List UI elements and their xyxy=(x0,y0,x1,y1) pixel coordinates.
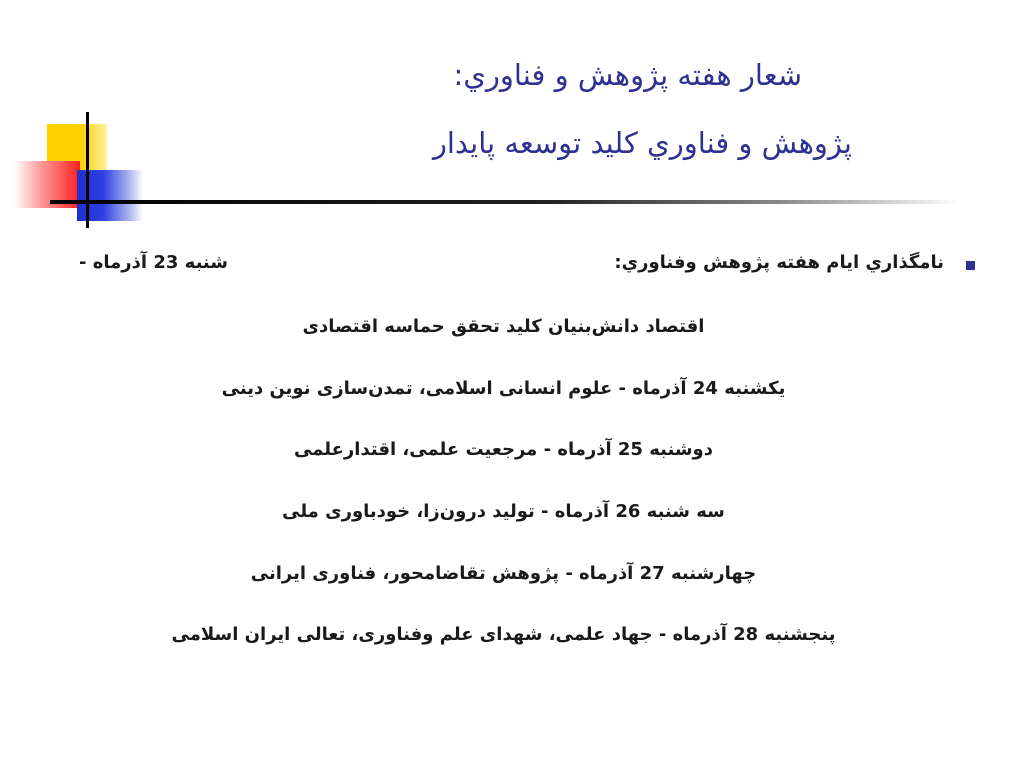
day-line: سه شنبه 26 آذرماه - تولید درون‌زا، خودباوری ملی xyxy=(282,501,725,522)
decorative-vertical-line xyxy=(86,112,89,228)
slide-title-line-2: پژوهش و فناوري كليد توسعه پايدار xyxy=(432,126,852,160)
saturday-line: شنبه 23 آذرماه - xyxy=(79,252,228,273)
day-line: پنجشنبه 28 آذرماه - جهاد علمی، شهدای علم وفناوری، تعالی ایران اسلامی xyxy=(171,624,836,645)
day-line: اقتصاد دانش‌بنیان کلید تحقق حماسه اقتصادی xyxy=(302,316,705,337)
day-line: چهارشنبه 27 آذرماه - پژوهش تقاضامحور، فناوری ایرانی xyxy=(250,563,757,584)
title-divider-line xyxy=(50,200,960,204)
bullet-square-icon xyxy=(966,261,975,270)
slide-title-line-1: شعار هفته پژوهش و فناوري: xyxy=(453,58,802,92)
bullet-heading: نامگذاري ايام هفته پژوهش وفناوري: xyxy=(614,252,944,273)
day-line: دوشنبه 25 آذرماه - مرجعیت علمی، اقتدارعلمی xyxy=(294,439,713,460)
day-line: یکشنبه 24 آذرماه - علوم انسانی اسلامی، تمدن‌سازی نوین دینی xyxy=(221,378,786,399)
